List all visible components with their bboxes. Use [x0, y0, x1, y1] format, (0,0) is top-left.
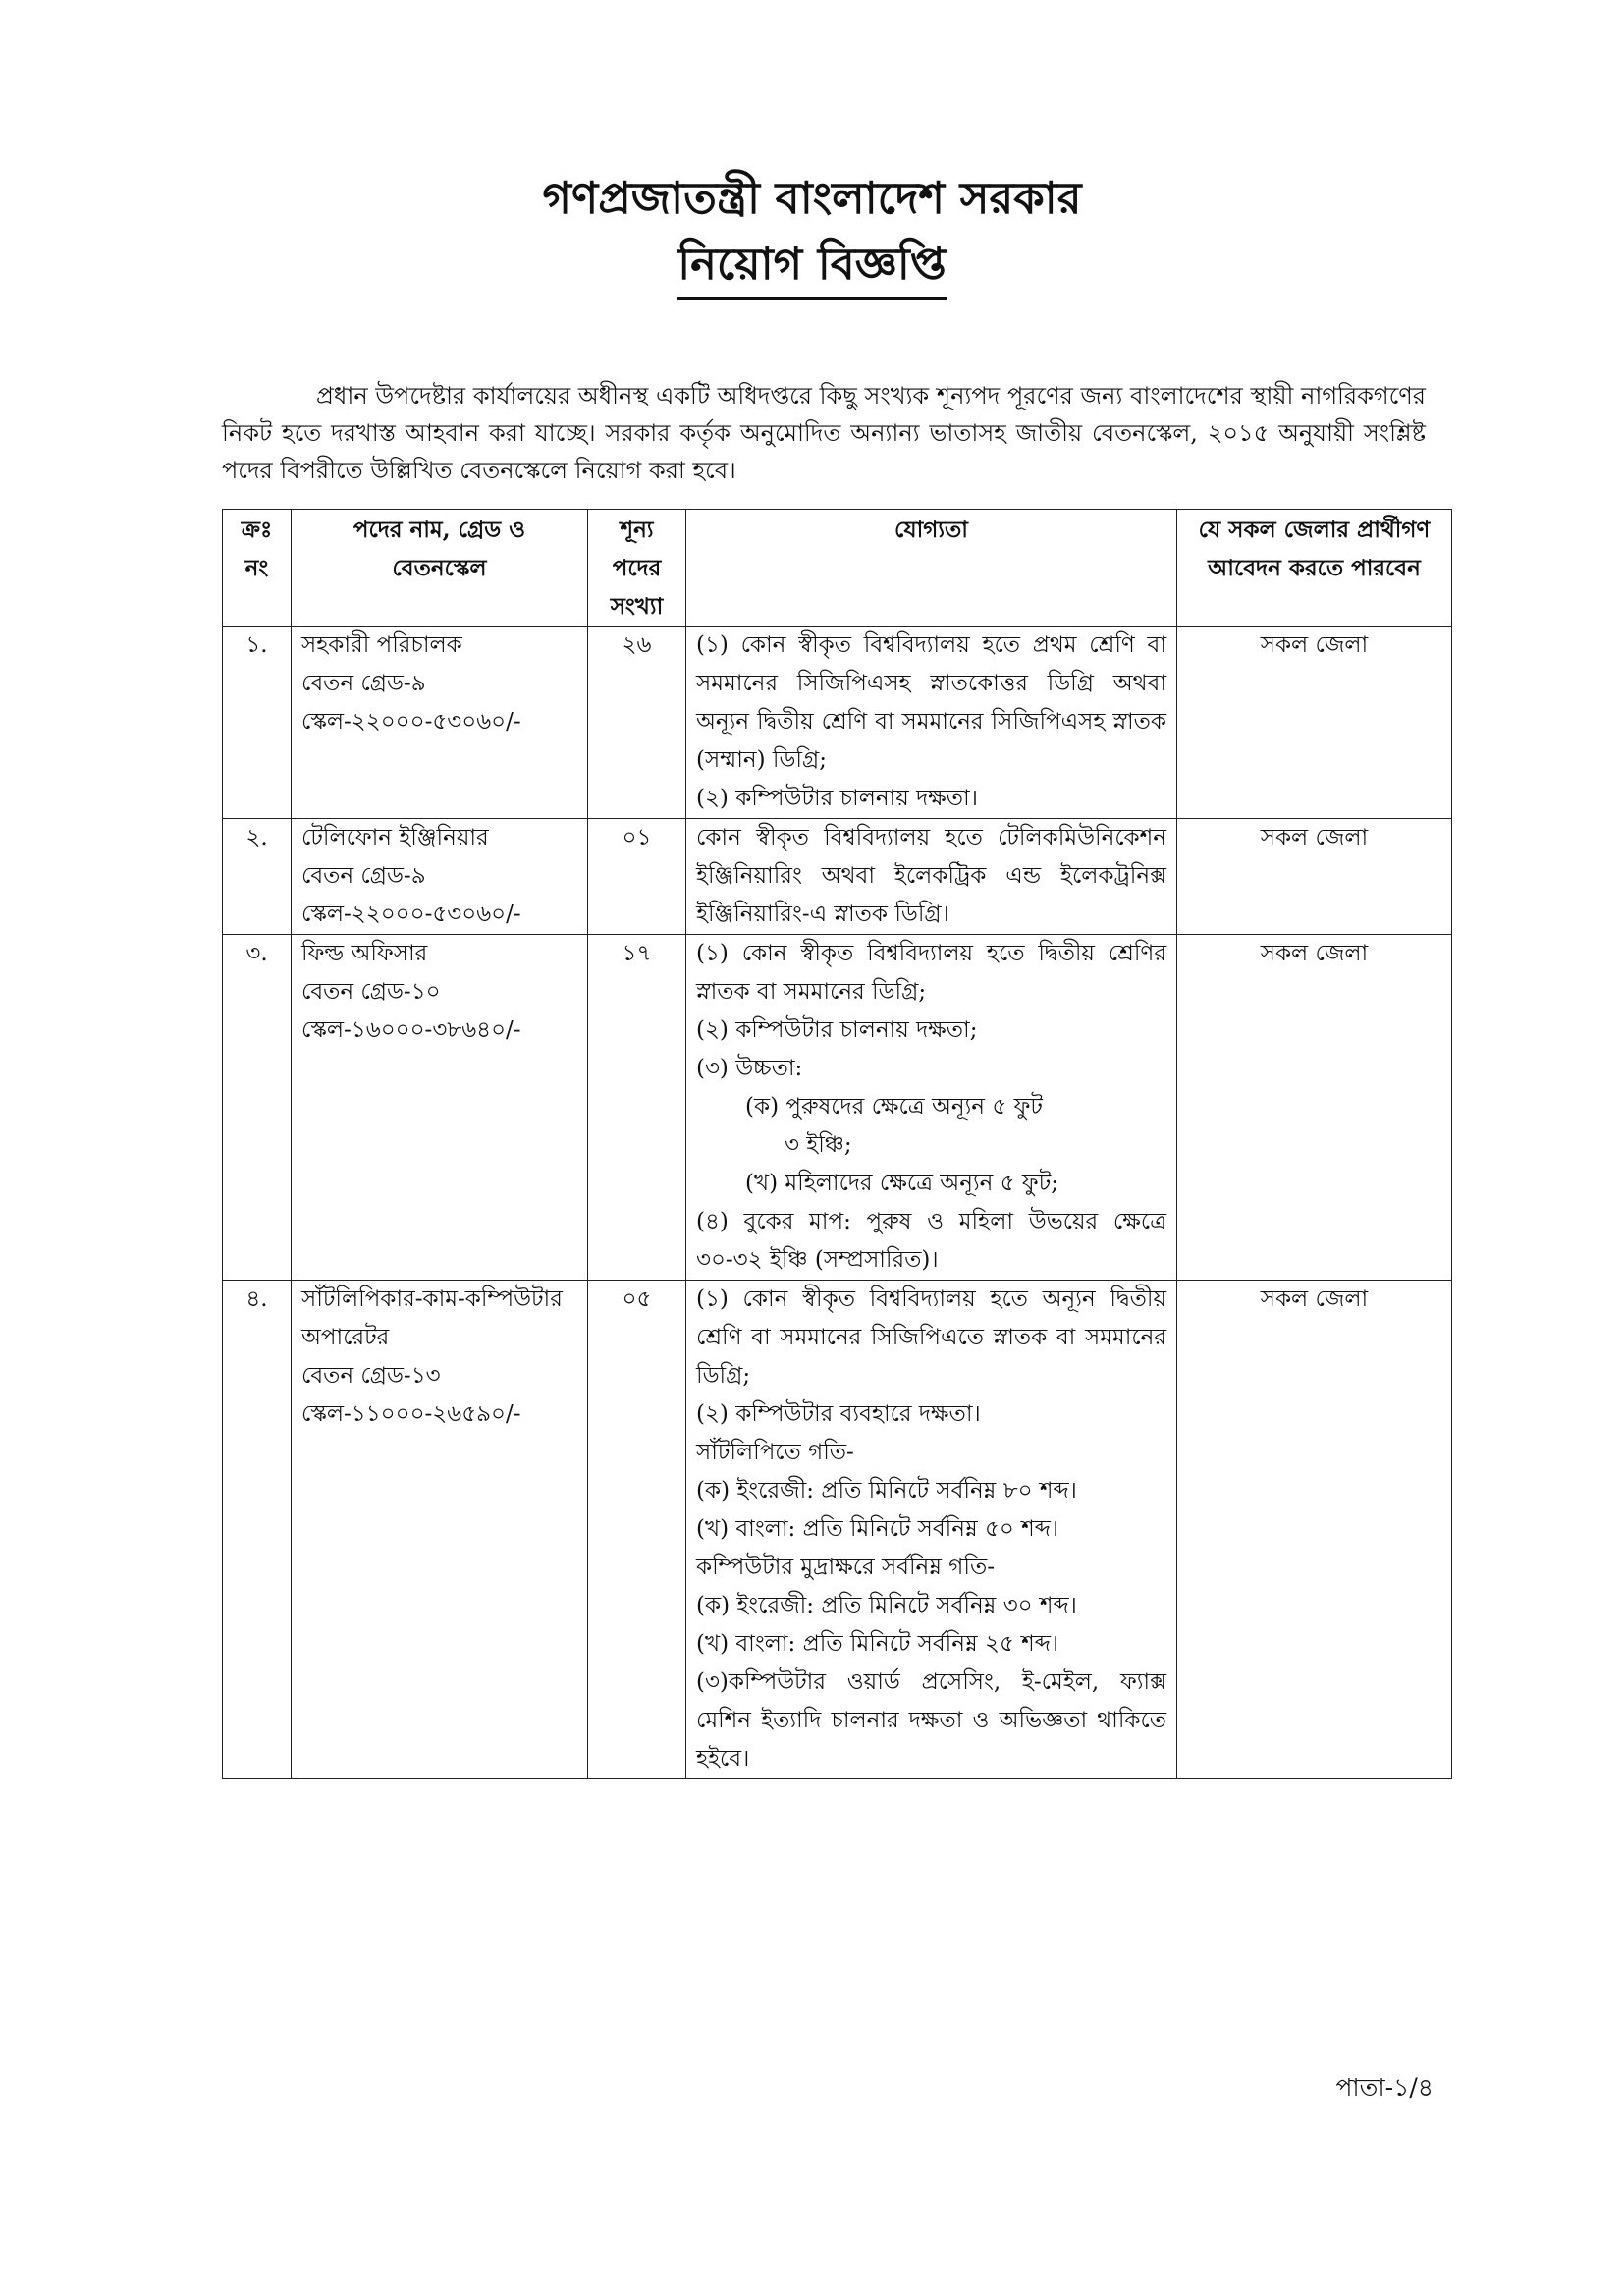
post-line: সহকারী পরিচালক	[301, 632, 462, 658]
post-line: সাঁটলিপিকার-কাম-কম্পিউটার অপারেটর	[301, 1286, 563, 1350]
qualification-line: (ক) ইংরেজী: প্রতি মিনিটে সর্বনিম্ন ৮০ শব্দ।	[696, 1478, 1077, 1503]
qualification-line: (১) কোন স্বীকৃত বিশ্ববিদ্যালয় হতে অন্যূন দ্বিতীয় শ্রেণি বা সমমানের সিজিপিএতে স্নাতক বা সমমানের ডিগ্রি;	[696, 1286, 1166, 1389]
serial-cell: ৪.	[223, 1281, 292, 1779]
document-header	[0, 169, 1624, 300]
post-cell	[292, 935, 588, 1281]
post-line: স্কেল-২২০০০-৫৩০৬০/-	[301, 709, 521, 735]
vacancy-cell: ০৫	[588, 1281, 686, 1779]
post-line: স্কেল-১১০০০-২৬৫৯০/-	[301, 1401, 521, 1427]
header-line: শূন্য	[620, 517, 654, 543]
header-qualification	[686, 510, 1177, 627]
qualification-line: (৪) বুকের মাপ: পুরুষ ও মহিলা উভয়ের ক্ষেত্রে ৩০-৩২ ইঞ্চি (সম্প্রসারিত)।	[696, 1209, 1166, 1273]
qualification-line: সাঁটলিপিতে গতি-	[696, 1440, 854, 1465]
header-line: ক্রঃ	[241, 517, 273, 543]
header-line: সংখ্যা	[610, 593, 664, 620]
page-number: পাতা-১/৪	[1335, 2073, 1434, 2102]
post-line: বেতন গ্রেড-১৩	[301, 1363, 441, 1389]
qualification-line: কম্পিউটার মুদ্রাক্ষরে সর্বনিম্ন গতি-	[696, 1555, 995, 1580]
header-post	[292, 510, 588, 627]
table-row	[223, 819, 1452, 935]
table-header-row	[223, 510, 1452, 627]
intro-paragraph: প্রধান উপদেষ্টার কার্যালয়ের অধীনস্থ একটি অধিদপ্তরে কিছু সংখ্যক শূন্যপদ পূরণের জন্য বাংলাদেশের স্থায়ী নাগরিকগণের নিকট হতে দরখাস্ত আহবান করা যাচ্ছে। সরকার কর্তৃক অনুমোদিত অন্যান্য ভাতাসহ জাতীয় বেতনস্কেল, ২০১৫ অনুযায়ী সংশ্লিষ্ট পদের বিপরীতে উল্লিখিত বেতনস্কেলে নিয়োগ করা হবে।	[222, 382, 1426, 484]
header-vacancy	[588, 510, 686, 627]
serial-cell: ৩.	[223, 935, 292, 1281]
post-line: বেতন গ্রেড-৯	[301, 671, 426, 696]
serial-cell: ২.	[223, 819, 292, 935]
qualification-line: (২) কম্পিউটার চালনায় দক্ষতা;	[696, 1017, 978, 1043]
qualification-line: (খ) মহিলাদের ক্ষেত্রে অন্যূন ৫ ফুট;	[745, 1171, 1058, 1196]
government-title: গণপ্রজাতন্ত্রী বাংলাদেশ সরকার	[542, 172, 1082, 224]
post-line: বেতন গ্রেড-৯	[301, 863, 426, 889]
header-line: নং	[244, 555, 269, 581]
qualification-line: (খ) বাংলা: প্রতি মিনিটে সর্বনিম্ন ২৫ শব্দ।	[696, 1631, 1059, 1657]
post-line: স্কেল-১৬০০০-৩৮৬৪০/-	[301, 1017, 521, 1043]
qualification-line: (১) কোন স্বীকৃত বিশ্ববিদ্যালয় হতে প্রথম শ্রেণি বা সমমানের সিজিপিএসহ স্নাতকোত্তর ডিগ্রি অথবা অন্যূন দ্বিতীয় শ্রেণি বা সমমানের সিজিপিএসহ স্নাতক (সম্মান) ডিগ্রি;	[696, 632, 1166, 773]
qualification-line: (২) কম্পিউটার চালনায় দক্ষতা।	[696, 786, 978, 811]
post-line: টেলিফোন ইঞ্জিনিয়ার	[301, 825, 489, 850]
table-row	[223, 627, 1452, 819]
post-cell	[292, 1281, 588, 1779]
vacancy-cell: ০১	[588, 819, 686, 935]
header-line: যোগ্যতা	[894, 517, 968, 543]
qualification-line: কোন স্বীকৃত বিশ্ববিদ্যালয় হতে টেলিকমিউনিকেশন ইঞ্জিনিয়ারিং অথবা ইলেকট্রিক এন্ড ইলেকট্রনিক্স ইঞ্জিনিয়ারিং-এ স্নাতক ডিগ্রি।	[696, 825, 1166, 927]
notice-title: নিয়োগ বিজ্ঞপ্তি	[677, 236, 946, 300]
district-cell: সকল জেলা	[1177, 1281, 1452, 1779]
qualification-cell	[686, 935, 1177, 1281]
district-cell: সকল জেলা	[1177, 819, 1452, 935]
post-cell	[292, 819, 588, 935]
vacancy-cell: ১৭	[588, 935, 686, 1281]
table-body	[223, 627, 1452, 1779]
district-cell: সকল জেলা	[1177, 935, 1452, 1281]
vacancy-cell: ২৬	[588, 627, 686, 819]
table-row	[223, 935, 1452, 1281]
qualification-line: (১) কোন স্বীকৃত বিশ্ববিদ্যালয় হতে দ্বিতীয় শ্রেণির স্নাতক বা সমমানের ডিগ্রি;	[696, 941, 1166, 1005]
serial-cell: ১.	[223, 627, 292, 819]
qualification-line: (খ) বাংলা: প্রতি মিনিটে সর্বনিম্ন ৫০ শব্দ।	[696, 1516, 1059, 1542]
header-line: পদের নাম, গ্রেড ও	[352, 517, 526, 543]
header-line: যে সকল জেলার প্রার্থীগণ	[1198, 517, 1431, 543]
post-line: বেতন গ্রেড-১০	[301, 979, 441, 1005]
qualification-line: (৩) উচ্চতা:	[696, 1056, 803, 1081]
header-line: পদের	[612, 555, 662, 581]
qualification-line: (২) কম্পিউটার ব্যবহারে দক্ষতা।	[696, 1401, 981, 1427]
header-line: বেতনস্কেল	[392, 555, 487, 581]
post-cell	[292, 627, 588, 819]
qualification-line: ৩ ইঞ্চি;	[785, 1132, 852, 1158]
header-district	[1177, 510, 1452, 627]
qualification-line: (ক) পুরুষদের ক্ষেত্রে অন্যূন ৫ ফুট	[745, 1094, 1043, 1120]
qualification-line: (৩)কম্পিউটার ওয়ার্ড প্রসেসিং, ই-মেইল, ফ্যাক্স মেশিন ইত্যাদি চালনার দক্ষতা ও অভিজ্ঞতা থাকিতে হইবে।	[696, 1669, 1166, 1772]
district-cell: সকল জেলা	[1177, 627, 1452, 819]
table-row	[223, 1281, 1452, 1779]
header-line: আবেদন করতে পারবেন	[1208, 555, 1421, 581]
qualification-line: (ক) ইংরেজী: প্রতি মিনিটে সর্বনিম্ন ৩০ শব্দ।	[696, 1593, 1077, 1618]
qualification-cell	[686, 1281, 1177, 1779]
header-serial	[223, 510, 292, 627]
vacancy-table	[222, 509, 1452, 1779]
post-line: স্কেল-২২০০০-৫৩০৬০/-	[301, 902, 521, 927]
qualification-cell	[686, 627, 1177, 819]
post-line: ফিল্ড অফিসার	[301, 941, 428, 966]
qualification-cell	[686, 819, 1177, 935]
